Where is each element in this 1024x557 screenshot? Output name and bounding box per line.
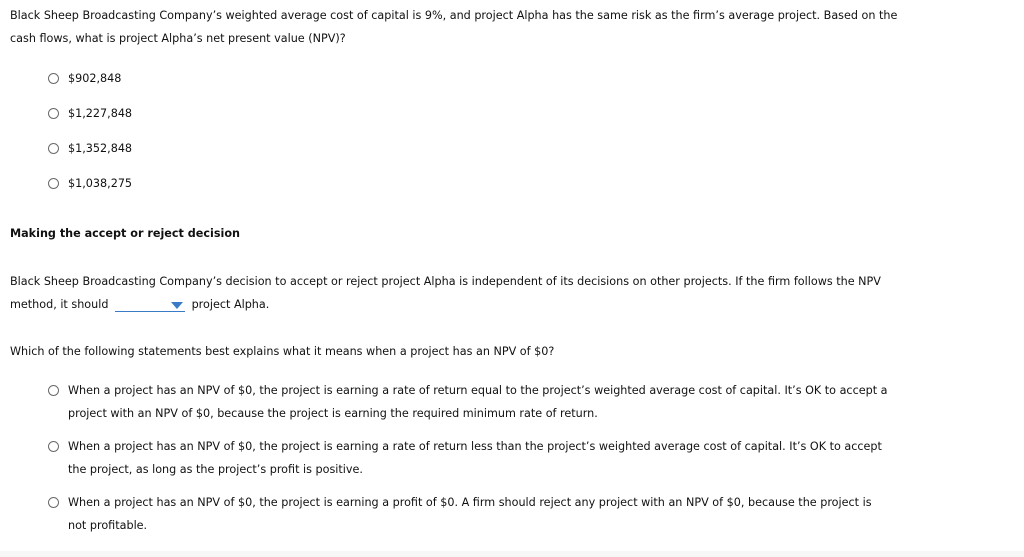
radio-button[interactable]: [48, 385, 59, 396]
option-label: $1,038,275: [68, 177, 133, 190]
zero-npv-option-3[interactable]: [48, 491, 888, 537]
accept-reject-dropdown[interactable]: [115, 297, 185, 312]
npv-question-text: Black Sheep Broadcasting Company’s weighted average cost of capital is 9%, and project Alpha has the same risk as the firm’s average project. Based on the cash flows, what is project Alpha’s net present value (NPV)?: [10, 9, 898, 45]
decision-question: [10, 270, 910, 316]
npv-option-2[interactable]: [48, 102, 132, 125]
zero-npv-question-text: Which of the following statements best explains what it means when a project has an NPV of $0?: [10, 345, 555, 358]
chevron-down-icon[interactable]: [171, 302, 183, 309]
radio-button[interactable]: [48, 178, 59, 189]
radio-button[interactable]: [48, 108, 59, 119]
option-label: $1,227,848: [68, 107, 133, 120]
radio-button[interactable]: [48, 441, 59, 452]
option-label: When a project has an NPV of $0, the project is earning a rate of return equal to the project’s weighted average cost of capital. It’s OK to accept a project with an NPV of $0, because the project is earning the required minimum rate of return.: [68, 384, 888, 420]
radio-button[interactable]: [48, 143, 59, 154]
radio-button[interactable]: [48, 73, 59, 84]
bottom-divider: [0, 551, 1024, 557]
zero-npv-option-2[interactable]: [48, 435, 888, 481]
option-label: When a project has an NPV of $0, the project is earning a profit of $0. A firm should reject any project with an NPV of $0, because the project is not profitable.: [68, 496, 872, 532]
decision-text-before: Black Sheep Broadcasting Company’s decision to accept or reject project Alpha is independent of its decisions on other projects. If the firm follows the NPV method, it should: [10, 275, 881, 311]
option-label: $902,848: [68, 72, 122, 85]
option-label: When a project has an NPV of $0, the project is earning a rate of return less than the project’s weighted average cost of capital. It’s OK to accept the project, as long as the project’s profit is positive.: [68, 440, 882, 476]
npv-option-1[interactable]: [48, 67, 121, 90]
zero-npv-option-1[interactable]: [48, 379, 888, 425]
decision-text-after: project Alpha.: [191, 298, 270, 311]
section-heading: Making the accept or reject decision: [10, 227, 240, 240]
npv-option-3[interactable]: [48, 137, 132, 160]
radio-button[interactable]: [48, 497, 59, 508]
npv-option-4[interactable]: [48, 172, 132, 195]
option-label: $1,352,848: [68, 142, 133, 155]
